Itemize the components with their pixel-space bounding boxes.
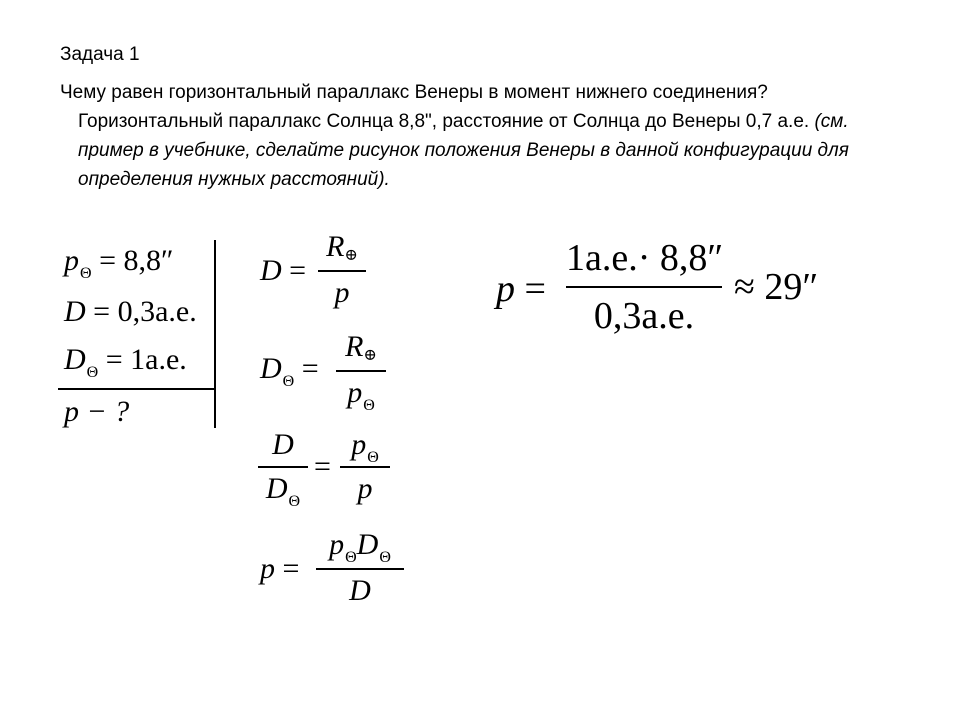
formula-3-left-numerator: D bbox=[272, 428, 294, 461]
formula-3-right-numerator: $p_\Theta$ bbox=[351, 428, 379, 466]
formula-4-denominator: D bbox=[349, 574, 371, 607]
result-numerator: 1а.е.· 8,8″ bbox=[566, 237, 724, 279]
result-denominator: 0,3а.е. bbox=[593, 295, 695, 337]
formula-1-bar bbox=[318, 270, 366, 272]
task-title: Задача 1 bbox=[60, 44, 140, 65]
result-lhs: p = bbox=[496, 268, 546, 310]
formula-3-left-denominator: $D_\Theta$ bbox=[265, 472, 301, 510]
formula-3-left-bar bbox=[258, 466, 308, 468]
given-find: p − ? bbox=[64, 395, 130, 428]
formula-4-fraction bbox=[316, 528, 404, 614]
task-statement bbox=[60, 78, 878, 194]
formula-2-bar bbox=[336, 370, 386, 372]
given-d: D = 0,3а.е. bbox=[64, 295, 197, 328]
formula-3-eq: = bbox=[314, 450, 331, 483]
given-underline bbox=[58, 388, 216, 390]
formula-3-right-denominator: p bbox=[357, 472, 373, 505]
formula-2-fraction bbox=[336, 330, 386, 414]
formula-1-lhs: D = bbox=[260, 254, 307, 287]
formula-4-lhs: p = bbox=[260, 552, 300, 585]
formula-2-numerator: R⊕ bbox=[345, 330, 377, 364]
formula-1-denominator: p bbox=[334, 276, 350, 309]
given-d-sun: $D_\Theta = 1а.е$. bbox=[64, 343, 187, 381]
formula-1-fraction bbox=[318, 230, 366, 312]
formula-3-right-fraction bbox=[340, 428, 390, 514]
formula-1-numerator: R⊕ bbox=[326, 230, 358, 264]
task-hint: (см. пример в учебнике, сделайте рисунок положения Венеры в данной конфигурации для определения нужных расстояний). bbox=[78, 111, 849, 190]
given-p-sun: $p_\Theta = 8,8''$ bbox=[64, 244, 174, 282]
formula-2-lhs: $D_\Theta$ = bbox=[260, 352, 319, 390]
given-separator bbox=[214, 240, 216, 428]
formula-4-bar bbox=[316, 568, 404, 570]
formula-3-left-fraction bbox=[258, 428, 308, 514]
formula-4-numerator: $p_\Theta D_\Theta$ bbox=[329, 528, 391, 566]
result-bar bbox=[566, 286, 722, 288]
result-answer: ≈ 29″ bbox=[734, 266, 819, 308]
task-text: Чему равен горизонтальный параллакс Венеры в момент нижнего соединения? Горизонтальный параллакс Солнца 8,8", расстояние от Солнца до Венеры 0,7 а.е. bbox=[60, 82, 810, 132]
result-fraction bbox=[566, 236, 722, 342]
formula-2-denominator: $p_\Theta$ bbox=[347, 376, 375, 414]
formula-3-right-bar bbox=[340, 466, 390, 468]
